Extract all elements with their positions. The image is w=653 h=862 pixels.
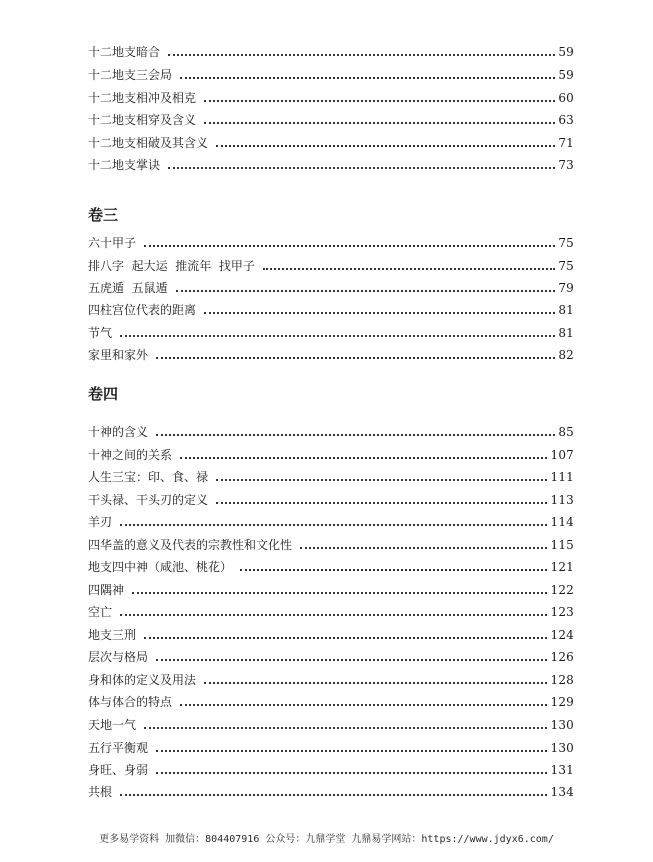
dot-leader xyxy=(156,772,547,774)
toc-entry-title: 地支四中神（咸池、桃花） xyxy=(88,560,233,574)
dot-leader xyxy=(120,335,555,337)
dot-leader xyxy=(240,569,547,571)
toc-entry xyxy=(88,489,574,507)
toc-entry xyxy=(88,759,574,777)
toc-entry-page: 59 xyxy=(558,45,574,59)
toc-entry-page: 129 xyxy=(550,695,574,709)
dot-leader xyxy=(204,682,547,684)
toc-entry-title: 共根 xyxy=(88,785,113,799)
toc-entry-title: 空亡 xyxy=(88,605,113,619)
dot-leader xyxy=(204,312,555,314)
dot-leader xyxy=(156,434,555,436)
toc-entry xyxy=(88,556,574,574)
dot-leader xyxy=(144,245,555,247)
toc-entry-title: 排八字 起大运 推流年 找甲子 xyxy=(88,259,255,273)
toc-entry-title: 四华盖的意义及代表的宗教性和文化性 xyxy=(88,538,293,552)
toc-entry-page: 73 xyxy=(558,158,574,172)
footer-promo-text: 更多易学资料 加微信：804407916 公众号：九鼎学堂 九鼎易学网站：https://www.jdyx6.com/ xyxy=(99,834,554,845)
toc-entry-title: 十二地支相破及其含义 xyxy=(88,136,209,150)
toc-entry-title: 五行平衡观 xyxy=(88,741,149,755)
toc-entry-page: 123 xyxy=(550,605,574,619)
toc-entry-title: 十神的含义 xyxy=(88,425,149,439)
toc-entry xyxy=(88,232,574,250)
toc-entry-page: 85 xyxy=(558,425,574,439)
toc-entry-page: 79 xyxy=(558,281,574,295)
toc-entry-page: 122 xyxy=(550,583,574,597)
toc-entry-page: 60 xyxy=(558,91,574,105)
toc-entry xyxy=(88,41,574,59)
toc-entry-title: 身和体的定义及用法 xyxy=(88,673,197,687)
toc-entry-page: 114 xyxy=(550,515,574,529)
toc-entry xyxy=(88,669,574,687)
toc-entry-title: 十二地支三会局 xyxy=(88,68,173,82)
toc-entry-title: 六十甲子 xyxy=(88,236,137,250)
toc-entry-page: 63 xyxy=(558,113,574,127)
dot-leader xyxy=(156,659,547,661)
toc-entry xyxy=(88,646,574,664)
dot-leader xyxy=(216,145,555,147)
dot-leader xyxy=(204,100,555,102)
dot-leader xyxy=(168,54,555,56)
toc-entry-page: 121 xyxy=(550,560,574,574)
dot-leader xyxy=(156,357,555,359)
dot-leader xyxy=(300,547,547,549)
dot-leader xyxy=(144,727,547,729)
toc-entry-title: 干头禄、干头刃的定义 xyxy=(88,493,209,507)
toc-entry xyxy=(88,444,574,462)
toc-entry-title: 十二地支相冲及相克 xyxy=(88,91,197,105)
toc-entry-page: 81 xyxy=(558,326,574,340)
toc-entry xyxy=(88,601,574,619)
toc-entry-title: 体与体合的特点 xyxy=(88,695,173,709)
dot-leader xyxy=(120,524,547,526)
toc-entry xyxy=(88,132,574,150)
toc-entry-title: 地支三刑 xyxy=(88,628,137,642)
toc-entry xyxy=(88,534,574,552)
dot-leader xyxy=(180,704,547,706)
dot-leader xyxy=(180,77,555,79)
toc-entry-title: 天地一气 xyxy=(88,718,137,732)
toc-entry-title: 羊刃 xyxy=(88,515,113,529)
toc-entry xyxy=(88,154,574,172)
section-heading: 卷三 xyxy=(88,206,119,224)
toc-entry-page: 128 xyxy=(550,673,574,687)
toc-entry xyxy=(88,737,574,755)
toc-entry-page: 75 xyxy=(558,236,574,250)
toc-entry-page: 134 xyxy=(550,785,574,799)
toc-entry xyxy=(88,64,574,82)
toc-entry-page: 82 xyxy=(558,348,574,362)
toc-entry xyxy=(88,277,574,295)
dot-leader xyxy=(144,637,547,639)
dot-leader xyxy=(156,750,547,752)
toc-entry xyxy=(88,421,574,439)
toc-entry xyxy=(88,255,574,273)
toc-entry-page: 59 xyxy=(558,68,574,82)
section-heading: 卷四 xyxy=(88,385,119,403)
toc-entry-page: 131 xyxy=(550,763,574,777)
toc-entry-title: 层次与格局 xyxy=(88,650,149,664)
toc-entry-page: 71 xyxy=(558,136,574,150)
toc-entry xyxy=(88,579,574,597)
toc-entry-title: 身旺、身弱 xyxy=(88,763,149,777)
toc-entry-page: 107 xyxy=(550,448,574,462)
toc-entry xyxy=(88,781,574,799)
toc-entry xyxy=(88,466,574,484)
toc-entry-title: 十二地支掌诀 xyxy=(88,158,161,172)
toc-entry-title: 十神之间的关系 xyxy=(88,448,173,462)
toc-entry xyxy=(88,322,574,340)
toc-entry-page: 124 xyxy=(550,628,574,642)
toc-entry-page: 130 xyxy=(550,718,574,732)
toc-entry-page: 111 xyxy=(550,470,574,484)
dot-leader xyxy=(263,268,555,270)
toc-entry-page: 81 xyxy=(558,303,574,317)
toc-entry-title: 五虎遁 五鼠遁 xyxy=(88,281,168,295)
toc-entry-title: 节气 xyxy=(88,326,113,340)
dot-leader xyxy=(216,479,547,481)
toc-entry-page: 75 xyxy=(558,259,574,273)
toc-entry xyxy=(88,344,574,362)
dot-leader xyxy=(168,167,555,169)
toc-entry-page: 130 xyxy=(550,741,574,755)
dot-leader xyxy=(120,614,547,616)
toc-entry-page: 126 xyxy=(550,650,574,664)
toc-entry xyxy=(88,511,574,529)
toc-entry xyxy=(88,87,574,105)
dot-leader xyxy=(132,592,547,594)
toc-entry-title: 十二地支暗合 xyxy=(88,45,161,59)
dot-leader xyxy=(176,290,556,292)
toc-entry xyxy=(88,109,574,127)
dot-leader xyxy=(120,794,547,796)
toc-entry xyxy=(88,299,574,317)
toc-entry xyxy=(88,691,574,709)
toc-entry xyxy=(88,714,574,732)
toc-entry-page: 115 xyxy=(550,538,574,552)
toc-entry-title: 家里和家外 xyxy=(88,348,149,362)
dot-leader xyxy=(204,122,555,124)
toc-entry-title: 人生三宝：印、食、禄 xyxy=(88,470,209,484)
toc-entry-title: 四柱宫位代表的距离 xyxy=(88,303,197,317)
dot-leader xyxy=(216,502,547,504)
toc-entry xyxy=(88,624,574,642)
toc-entry-title: 十二地支相穿及含义 xyxy=(88,113,197,127)
toc-entry-page: 113 xyxy=(550,493,574,507)
toc-entry-title: 四隅神 xyxy=(88,583,125,597)
dot-leader xyxy=(180,457,547,459)
